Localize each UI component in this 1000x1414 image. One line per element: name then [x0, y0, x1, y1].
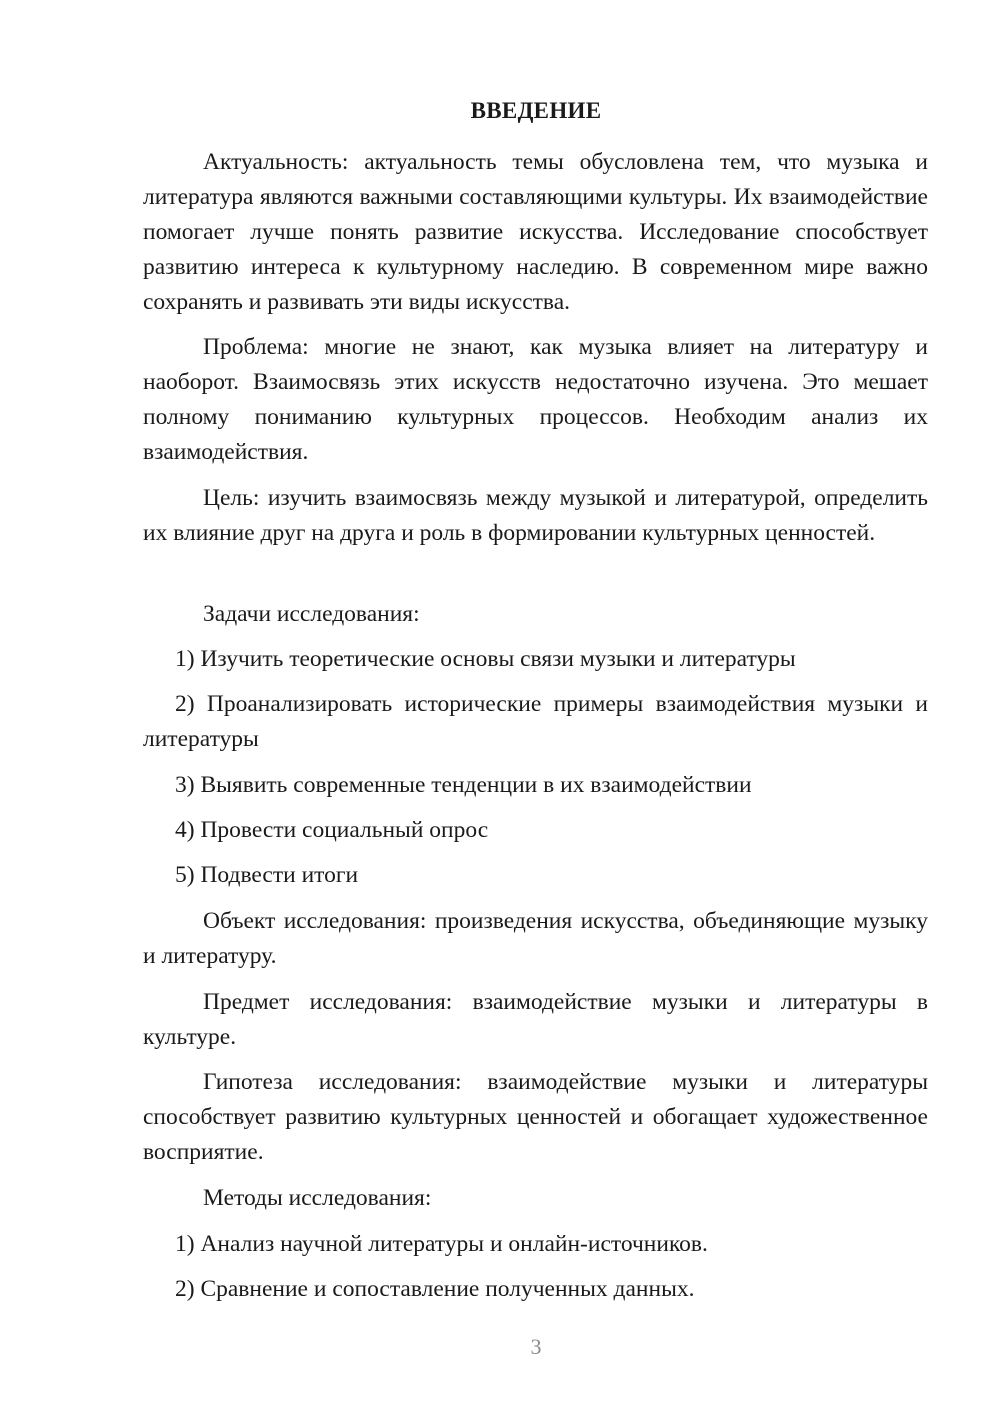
list-item-task-2: 2) Проанализировать исторические примеры взаимодействия музыки и литературы [143, 691, 928, 752]
paragraph-object: Объект исследования: произведения искусства, объединяющие музыку и литературу. [143, 908, 928, 969]
paragraph-subject: Предмет исследования: взаимодействие музыки и литературы в культуре. [143, 989, 928, 1050]
section-title: ВВЕДЕНИЕ [470, 98, 602, 123]
paragraph-relevance: Актуальность: актуальность темы обусловлена тем, что музыка и литература являются важными составляющими культуры. Их взаимодействие помогает лучше понять развитие искусства. Исследование способствует развитию интереса к культурному наследию. В современном мире важно сохранять и развивать эти виды искусства. [143, 149, 928, 315]
paragraph-methods-heading: Методы исследования: [203, 1185, 432, 1211]
paragraph-hypothesis: Гипотеза исследования: взаимодействие музыки и литературы способствует развитию культурных ценностей и обогащает художественное восприятие. [143, 1069, 928, 1165]
list-item-task-1: 1) Изучить теоретические основы связи музыки и литературы [175, 646, 796, 672]
list-item-method-1: 1) Анализ научной литературы и онлайн-источников. [175, 1231, 708, 1257]
list-item-task-4: 4) Провести социальный опрос [175, 817, 489, 843]
list-item-method-2: 2) Сравнение и сопоставление полученных данных. [175, 1276, 695, 1302]
list-item-task-5: 5) Подвести итоги [175, 862, 359, 888]
list-item-task-3: 3) Выявить современные тенденции в их взаимодействии [175, 772, 752, 798]
paragraph-problem: Проблема: многие не знают, как музыка влияет на литературу и наоборот. Взаимосвязь этих искусств недостаточно изучена. Это мешает полному пониманию культурных процессов. Необходим анализ их взаимодействия. [143, 334, 928, 465]
paragraph-tasks-heading: Задачи исследования: [203, 601, 420, 627]
paragraph-goal: Цель: изучить взаимосвязь между музыкой и литературой, определить их влияние друг на друга и роль в формировании культурных ценностей. [143, 485, 928, 546]
page-number: 3 [530, 1334, 542, 1359]
